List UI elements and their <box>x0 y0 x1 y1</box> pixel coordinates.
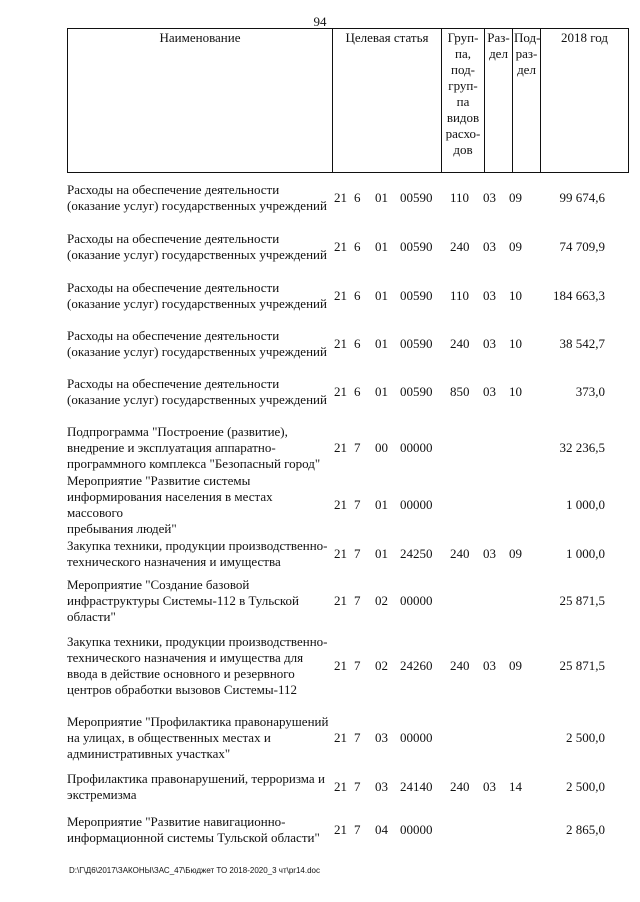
expense-group: 240 <box>450 658 470 673</box>
amount-2018: 2 865,0 <box>566 822 605 837</box>
row-name: Мероприятие "Развитие системы информирования населения в местах массового пребывания людей" <box>67 473 273 536</box>
row-name: Закупка техники, продукции производственно- технического назначения и имущества для ввода в действие основного и резервного центров обработки вызовов Системы-112 <box>67 634 328 697</box>
amount-2018: 38 542,7 <box>559 336 605 351</box>
row-name: Профилактика правонарушений, терроризма и экстремизма <box>67 771 325 802</box>
table-row <box>67 182 612 214</box>
amount-2018: 373,0 <box>575 384 605 399</box>
section: 03 <box>483 546 496 561</box>
header-group: Груп- па, под- груп- па видов расхо- дов <box>442 29 485 173</box>
code-part-1: 21 <box>334 822 347 837</box>
code-part-1: 21 <box>334 288 347 303</box>
header-name: Наименование <box>68 29 333 173</box>
row-name: Подпрограмма "Построение (развитие), внедрение и эксплуатация аппаратно- программного комплекса "Безопасный город" <box>67 424 321 471</box>
table-row <box>67 473 612 536</box>
code-part-4: 24250 <box>400 546 433 561</box>
code-part-3: 03 <box>375 779 388 794</box>
table-row <box>67 328 612 360</box>
amount-2018: 32 236,5 <box>559 440 605 455</box>
file-path-footer: D:\Г\Д6\2017\ЗАКОНЫ\ЗАС_47\Бюджет ТО 2018-2020_3 чт\pr14.doc <box>69 866 320 875</box>
table-row <box>67 538 612 570</box>
amount-2018: 1 000,0 <box>566 546 605 561</box>
code-part-1: 21 <box>334 497 347 512</box>
code-part-4: 00590 <box>400 239 433 254</box>
subsection: 09 <box>509 658 522 673</box>
expense-group: 110 <box>450 190 470 205</box>
code-part-2: 7 <box>354 779 361 794</box>
subsection: 14 <box>509 779 522 794</box>
header-section: Раз- дел <box>485 29 513 173</box>
amount-2018: 25 871,5 <box>559 658 605 673</box>
code-part-3: 01 <box>375 497 388 512</box>
amount-2018: 99 674,6 <box>559 190 605 205</box>
code-part-4: 00590 <box>400 190 433 205</box>
code-part-2: 7 <box>354 822 361 837</box>
code-part-3: 01 <box>375 384 388 399</box>
code-part-2: 6 <box>354 190 361 205</box>
code-part-3: 03 <box>375 730 388 745</box>
table-row <box>67 231 612 263</box>
row-name: Мероприятие "Развитие навигационно- информационной системы Тульской области" <box>67 814 320 845</box>
code-part-2: 7 <box>354 730 361 745</box>
table-row <box>67 376 612 408</box>
code-part-2: 7 <box>354 546 361 561</box>
table-header <box>67 28 629 173</box>
page-number: 94 <box>313 14 327 29</box>
section: 03 <box>483 190 496 205</box>
code-part-1: 21 <box>334 440 347 455</box>
row-name: Расходы на обеспечение деятельности (оказание услуг) государственных учреждений <box>67 280 327 311</box>
table-row <box>67 714 612 762</box>
row-name: Расходы на обеспечение деятельности (оказание услуг) государственных учреждений <box>67 182 327 213</box>
code-part-1: 21 <box>334 593 347 608</box>
amount-2018: 184 663,3 <box>553 288 605 303</box>
amount-2018: 2 500,0 <box>566 779 605 794</box>
row-name: Мероприятие "Создание базовой инфраструктуры Системы-112 в Тульской области" <box>67 577 300 624</box>
expense-group: 240 <box>450 336 470 351</box>
code-part-1: 21 <box>334 730 347 745</box>
row-name: Расходы на обеспечение деятельности (оказание услуг) государственных учреждений <box>67 328 327 359</box>
code-part-3: 01 <box>375 546 388 561</box>
code-part-3: 02 <box>375 593 388 608</box>
code-part-1: 21 <box>334 336 347 351</box>
code-part-1: 21 <box>334 779 347 794</box>
row-name: Мероприятие "Профилактика правонарушений на улицах, в общественных местах и административных участках" <box>67 714 329 761</box>
subsection: 10 <box>509 288 522 303</box>
code-part-2: 7 <box>354 440 361 455</box>
header-target-article: Целевая статья <box>333 29 442 173</box>
code-part-3: 01 <box>375 288 388 303</box>
subsection: 09 <box>509 546 522 561</box>
code-part-3: 01 <box>375 190 388 205</box>
code-part-2: 6 <box>354 336 361 351</box>
table-row <box>67 280 612 312</box>
amount-2018: 74 709,9 <box>559 239 605 254</box>
amount-2018: 1 000,0 <box>566 497 605 512</box>
header-subsection: Под- раз- дел <box>513 29 541 173</box>
subsection: 10 <box>509 336 522 351</box>
section: 03 <box>483 239 496 254</box>
code-part-1: 21 <box>334 546 347 561</box>
code-part-3: 02 <box>375 658 388 673</box>
amount-2018: 2 500,0 <box>566 730 605 745</box>
code-part-2: 6 <box>354 384 361 399</box>
code-part-4: 00590 <box>400 384 433 399</box>
code-part-4: 00000 <box>400 497 433 512</box>
code-part-4: 00000 <box>400 440 433 455</box>
code-part-3: 01 <box>375 336 388 351</box>
code-part-2: 6 <box>354 239 361 254</box>
code-part-4: 00000 <box>400 593 433 608</box>
expense-group: 110 <box>450 288 470 303</box>
section: 03 <box>483 658 496 673</box>
code-part-3: 04 <box>375 822 388 837</box>
code-part-4: 00000 <box>400 730 433 745</box>
subsection: 09 <box>509 190 522 205</box>
table-row <box>67 771 612 803</box>
header-year: 2018 год <box>541 29 629 173</box>
amount-2018: 25 871,5 <box>559 593 605 608</box>
code-part-4: 24140 <box>400 779 433 794</box>
code-part-2: 7 <box>354 658 361 673</box>
code-part-2: 6 <box>354 288 361 303</box>
code-part-1: 21 <box>334 239 347 254</box>
code-part-1: 21 <box>334 658 347 673</box>
code-part-1: 21 <box>334 190 347 205</box>
code-part-4: 00590 <box>400 288 433 303</box>
table-row <box>67 814 612 846</box>
expense-group: 240 <box>450 779 470 794</box>
table-row <box>67 634 612 698</box>
row-name: Закупка техники, продукции производственно- технического назначения и имущества <box>67 538 328 569</box>
subsection: 09 <box>509 239 522 254</box>
expense-group: 240 <box>450 546 470 561</box>
expense-group: 240 <box>450 239 470 254</box>
section: 03 <box>483 384 496 399</box>
code-part-1: 21 <box>334 384 347 399</box>
section: 03 <box>483 288 496 303</box>
code-part-2: 7 <box>354 497 361 512</box>
expense-group: 850 <box>450 384 470 399</box>
code-part-4: 00590 <box>400 336 433 351</box>
table-row <box>67 424 612 472</box>
code-part-4: 24260 <box>400 658 433 673</box>
code-part-2: 7 <box>354 593 361 608</box>
code-part-3: 01 <box>375 239 388 254</box>
section: 03 <box>483 779 496 794</box>
row-name: Расходы на обеспечение деятельности (оказание услуг) государственных учреждений <box>67 231 327 262</box>
subsection: 10 <box>509 384 522 399</box>
table-row <box>67 577 612 625</box>
section: 03 <box>483 336 496 351</box>
row-name: Расходы на обеспечение деятельности (оказание услуг) государственных учреждений <box>67 376 327 407</box>
code-part-4: 00000 <box>400 822 433 837</box>
code-part-3: 00 <box>375 440 388 455</box>
